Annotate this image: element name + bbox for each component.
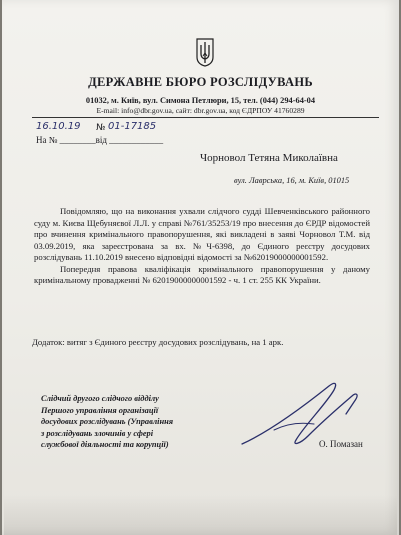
body-paragraph: Попередня правова кваліфікація кримінального правопорушення у даному кримінальному провадженні № 62019000000001592 - ч. 1 ст. 255 КК України. (34, 263, 370, 285)
outgoing-date: 16.10.19 (36, 121, 81, 132)
position-line: Слідчий другого слідчого відділу (41, 394, 159, 403)
recipient-address: вул. Лаврська, 16, м. Київ, 01015 (234, 176, 350, 185)
outgoing-number: 01-17185 (108, 121, 157, 132)
organization-name: ДЕРЖАВНЕ БЮРО РОЗСЛІДУВАНЬ (88, 75, 313, 89)
page-shadow (4, 495, 397, 535)
attachment-note: Додаток: витяг з Єдиного реєстру досудових розслідувань, на 1 арк. (32, 337, 284, 347)
recipient-name: Чорновол Тетяна Миколаївна (200, 152, 338, 164)
signatory-position (41, 393, 191, 451)
letter-body (34, 206, 370, 287)
body-paragraph: Повідомляю, що на виконання ухвали слідчого судді Шевченківського районного суду м. Києва Щебуняєвої Л.Л. у справі №761/35253/19 про внесення до ЄРДР відомостей про вчинення кримінального правопорушення, які викладені в заяві Чорновол Т.М. від 03.09.2019, яка зареєстрована за вх. №Ч-6398, до Єдиного реєстру досудових розслідувань 11.10.2019 внесено відповідні відомості за №62019000000001592. (34, 206, 370, 262)
position-line: службової діяльності та корупції) (41, 440, 169, 449)
signer-name: О. Помазан (319, 439, 363, 449)
coat-of-arms-icon (195, 37, 215, 67)
position-line: Першого управління організації (41, 405, 159, 415)
position-line: досудових розслідувань (Управління (41, 417, 174, 426)
letter-page (2, 0, 399, 535)
incoming-reference: На № ________від ____________ (36, 135, 164, 145)
header-divider (32, 117, 379, 118)
position-line: з розслідувань злочинів у сфері (41, 428, 154, 438)
organization-address: 01032, м. Київ, вул. Симона Петлюри, 15, тел. (044) 294-64-04 (85, 96, 316, 105)
organization-contacts: E-mail: info@dbr.gov.ua, сайт: dbr.gov.ua, код ЄДРПОУ 41760289 (96, 106, 305, 115)
outgoing-number-prefix: № (96, 123, 106, 133)
